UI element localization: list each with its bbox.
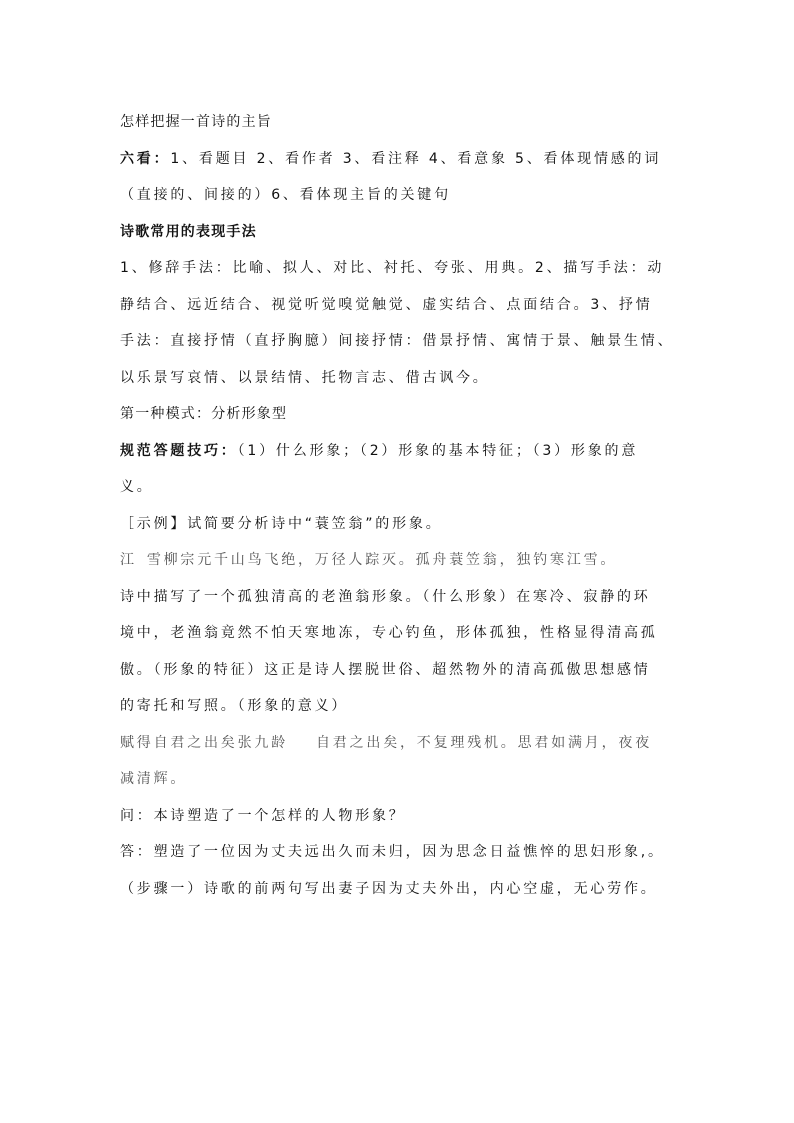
analysis-1-line-2: 境中，老渔翁竟然不怕天寒地冻，专心钓鱼，形体孤独，性格显得清高孤	[120, 625, 658, 641]
tips-line-2: 义。	[120, 479, 154, 495]
mode-1-heading: 第一种模式：分析形象型	[120, 406, 288, 422]
six-look-label: 六看：	[120, 150, 171, 167]
techniques-line-2: 静结合、远近结合、视觉听觉嗅觉触觉、虚实结合、点面结合。3、抒情	[120, 296, 653, 313]
poem-2-line-2: 减清辉。	[120, 771, 188, 787]
six-look-text-1: 1、看题目 2、看作者 3、看注释 4、看意象 5、看体现情感的词	[170, 150, 662, 167]
analysis-1-line-1: 诗中描写了一个孤独清高的老渔翁形象。（什么形象）在寒冷、寂静的环	[120, 588, 651, 605]
techniques-heading: 诗歌常用的表现手法	[120, 223, 257, 240]
poem-2-line-1	[120, 725, 680, 762]
document-page	[120, 104, 680, 907]
question: 问：本诗塑造了一个怎样的人物形象？	[120, 807, 406, 824]
poem-2-title: 赋得自君之出矣张九龄	[120, 734, 288, 751]
poem-1	[120, 542, 680, 579]
answer: 答：塑造了一位因为丈夫远出久而未归，因为思念日益憔悴的思妇形象,。	[120, 844, 665, 860]
tips-label: 规范答题技巧：	[120, 442, 238, 459]
techniques-line-3: 手法：直接抒情（直抒胸臆）间接抒情：借景抒情、寓情于景、触景生情、	[120, 333, 675, 349]
example-prompt: ［示例】试简要分析诗中“蓑笠翁”的形象。	[120, 515, 443, 532]
analysis-1-line-4: 的寄托和写照。（形象的意义）	[120, 698, 349, 714]
techniques-line-1: 1、修辞手法：比喻、拟人、对比、衬托、夸张、用典。2、描写手法：动	[120, 260, 665, 276]
poem-1-title: 江	[120, 552, 137, 568]
six-look-line-2: （直接的、间接的）6、看体现主旨的关键句	[120, 187, 451, 203]
step-1: （步骤一）诗歌的前两句写出妻子因为丈夫外出，内心空虚，无心劳作。	[120, 880, 658, 897]
tips-text-1: （1）什么形象；（2）形象的基本特征；（3）形象的意	[237, 442, 639, 459]
poem-2-body-1: 自君之出矣，不复理残机。思君如满月，夜夜	[316, 734, 652, 751]
document-title: 怎样把握一首诗的主旨	[120, 114, 272, 130]
tips-line-1	[120, 433, 680, 470]
poem-1-body: 雪柳宗元千山鸟飞绝，万径人踪灭。孤舟蓑笠翁，独钓寒江雪。	[146, 552, 618, 568]
six-look-line-1	[120, 141, 680, 178]
techniques-line-4: 以乐景写哀情、以景结情、托物言志、借古讽今。	[120, 369, 490, 386]
analysis-1-line-3: 傲。（形象的特征）这正是诗人摆脱世俗、超然物外的清高孤傲思想感情	[120, 661, 651, 678]
